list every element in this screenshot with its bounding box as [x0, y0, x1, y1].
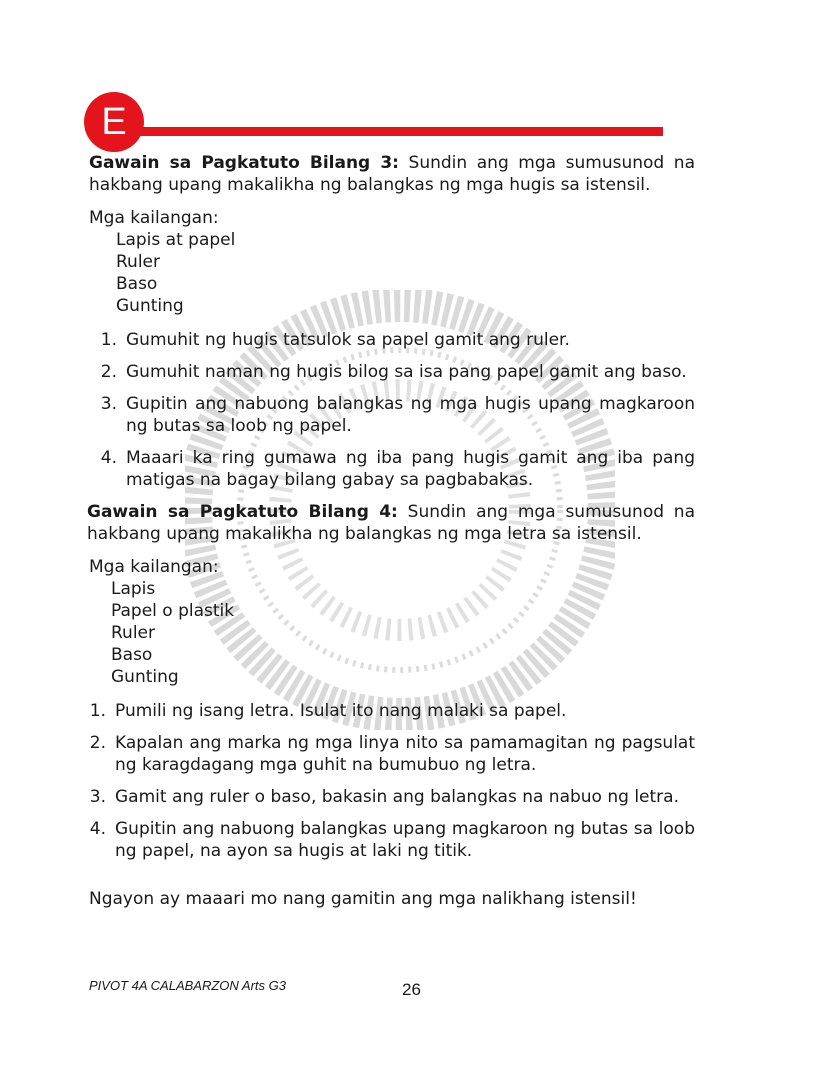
step-text: Gamit ang ruler o baso, bakasin ang balangkas na nabuo ng letra. — [115, 787, 679, 807]
step-text: Pumili ng isang letra. Isulat ito nang malaki sa papel. — [115, 701, 567, 721]
page-content — [89, 152, 695, 910]
footer-label: PIVOT 4A CALABARZON Arts G3 — [89, 978, 286, 993]
closing-text: Ngayon ay maaari mo nang gamitin ang mga nalikhang istensil! — [89, 889, 637, 909]
page-number: 26 — [402, 980, 421, 999]
step-item: 2. Gumuhit naman ng hugis bilog sa isa pang papel gamit ang baso. — [89, 361, 695, 383]
activity4-intro — [87, 501, 695, 545]
activity3-needs-list — [116, 229, 695, 317]
step-item: 4. Maaari ka ring gumawa ng iba pang hugis gamit ang iba pang matigas na bagay bilang gabay sa pagbabakas. — [100, 448, 695, 490]
needs-item: Lapis at papel — [116, 230, 236, 250]
step-item: 3. Gamit ang ruler o baso, bakasin ang balangkas na nabuo ng letra. — [89, 786, 695, 808]
needs-item: Ruler — [116, 252, 160, 272]
activity3-steps — [89, 329, 695, 491]
step-text: Gumuhit naman ng hugis bilog sa isa pang papel gamit ang baso. — [126, 362, 687, 382]
activity4-needs-list — [111, 578, 695, 688]
activity3-intro — [89, 152, 695, 196]
needs-item: Papel o plastik — [111, 601, 235, 621]
activity4-steps — [89, 700, 695, 862]
activity4-title: Gawain sa Pagkatuto Bilang 4: — [87, 502, 398, 522]
section-badge — [84, 92, 144, 152]
needs-item: Gunting — [116, 296, 184, 316]
step-text: Maaari ka ring gumawa ng iba pang hugis gamit ang iba pang matigas na bagay bilang gabay sa pagbabakas. — [126, 448, 695, 490]
needs-item: Lapis — [111, 579, 156, 599]
step-item: 4. Gupitin ang nabuong balangkas upang magkaroon ng butas sa loob ng papel, na ayon sa hugis at laki ng titik. — [89, 819, 695, 861]
activity4-text: Sundin ang mga sumusunod na hakbang upang makalikha ng balangkas ng mga letra sa istensil. — [87, 502, 696, 544]
step-item: 1. Gumuhit ng hugis tatsulok sa papel gamit ang ruler. — [89, 329, 695, 351]
step-text: Gupitin ang nabuong balangkas ng mga hugis upang magkaroon ng butas sa loob ng papel. — [126, 394, 695, 436]
needs-item: Gunting — [111, 667, 179, 687]
section-letter: E — [101, 100, 127, 143]
activity3-text: Sundin ang mga sumusunod na hakbang upang makalikha ng balangkas ng mga hugis sa istensil. — [89, 153, 696, 195]
needs-item: Baso — [116, 274, 158, 294]
step-text: Kapalan ang marka ng mga linya nito sa pamamagitan ng pagsulat ng karagdagang mga guhit na bumubuo ng letra. — [115, 733, 695, 775]
activity4-needs-title: Mga kailangan: — [89, 557, 219, 577]
needs-item: Ruler — [111, 623, 155, 643]
step-item: 1. Pumili ng isang letra. Isulat ito nang malaki sa papel. — [89, 700, 695, 722]
step-item: 2. Kapalan ang marka ng mga linya nito sa pamamagitan ng pagsulat ng karagdagang mga guhit na bumubuo ng letra. — [89, 733, 695, 775]
step-text: Gumuhit ng hugis tatsulok sa papel gamit ang ruler. — [126, 330, 570, 350]
step-text: Gupitin ang nabuong balangkas upang magkaroon ng butas sa loob ng papel, na ayon sa hugis at laki ng titik. — [115, 819, 695, 861]
activity3-needs-title: Mga kailangan: — [89, 208, 219, 228]
activity3-title: Gawain sa Pagkatuto Bilang 3: — [89, 153, 399, 173]
step-item: 3. Gupitin ang nabuong balangkas ng mga hugis upang magkaroon ng butas sa loob ng papel. — [100, 394, 695, 436]
section-bar — [140, 127, 663, 136]
needs-item: Baso — [111, 645, 153, 665]
